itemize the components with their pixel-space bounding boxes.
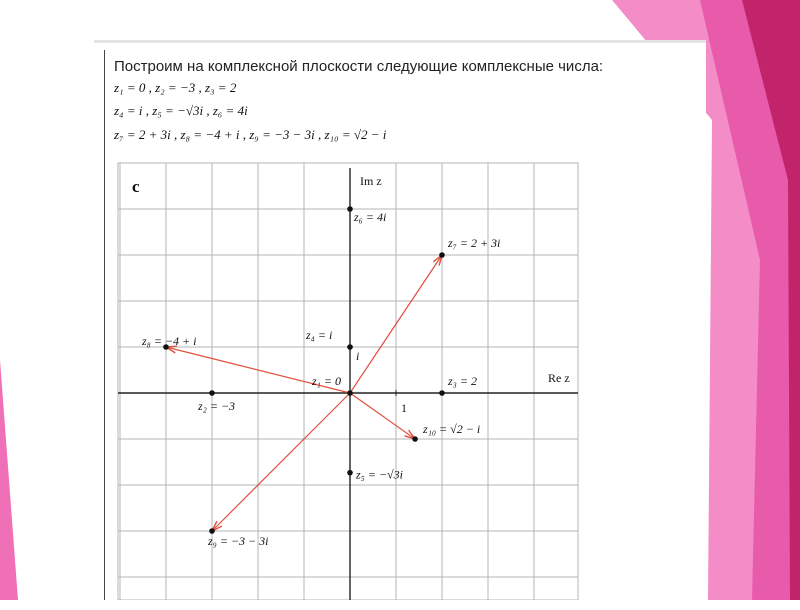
- label-z7: z₇ = 2 + 3i: [448, 236, 501, 250]
- real-axis-label: Re z: [548, 371, 570, 385]
- label-z2: z₂ = −3: [198, 399, 236, 413]
- definitions-line-3: z₇ = 2 + 3i , z₈ = −4 + i , z₉ = −3 − 3i , z₁₀ = √2 − i: [114, 127, 387, 142]
- point-labels: [141, 210, 500, 548]
- definitions-line-2: z₄ = i , z₅ = −√3i , z₆ = 4i: [114, 103, 248, 118]
- point-z10: [412, 436, 418, 442]
- point-z9: [209, 528, 215, 534]
- label-z8: z₈ = −4 + i: [142, 334, 197, 348]
- imag-axis-label: Im z: [360, 174, 382, 188]
- intro-text: Построим на комплексной плоскости следующие комплексные числа:: [114, 58, 604, 75]
- unit-imag-label: i: [356, 349, 360, 363]
- panel-letter: c: [132, 177, 140, 196]
- point-z6: [347, 206, 353, 212]
- grid-lines: [118, 163, 578, 600]
- axes: [118, 168, 578, 600]
- label-z3: z₃ = 2: [448, 374, 477, 388]
- label-z9: z₉ = −3 − 3i: [208, 534, 269, 548]
- label-z4: z₄ = i: [306, 328, 333, 342]
- point-z3: [439, 390, 445, 396]
- label-z6: z₆ = 4i: [354, 210, 387, 224]
- plot-frame: [118, 163, 578, 600]
- label-z1: z₁ = 0: [312, 374, 341, 388]
- definitions-line-1: z₁ = 0 , z₂ = −3 , z₃ = 2: [114, 80, 237, 95]
- unit-real-label: 1: [401, 401, 407, 415]
- point-z5: [347, 470, 353, 476]
- vector-z9: [212, 393, 350, 531]
- label-z5: z₅ = −√3i: [356, 467, 403, 482]
- point-z4: [347, 344, 353, 350]
- point-z2: [209, 390, 215, 396]
- vector-z10: [350, 393, 415, 439]
- point-z7: [439, 252, 445, 258]
- point-z1: [347, 390, 353, 396]
- label-z10: z₁₀ = √2 − i: [423, 422, 481, 436]
